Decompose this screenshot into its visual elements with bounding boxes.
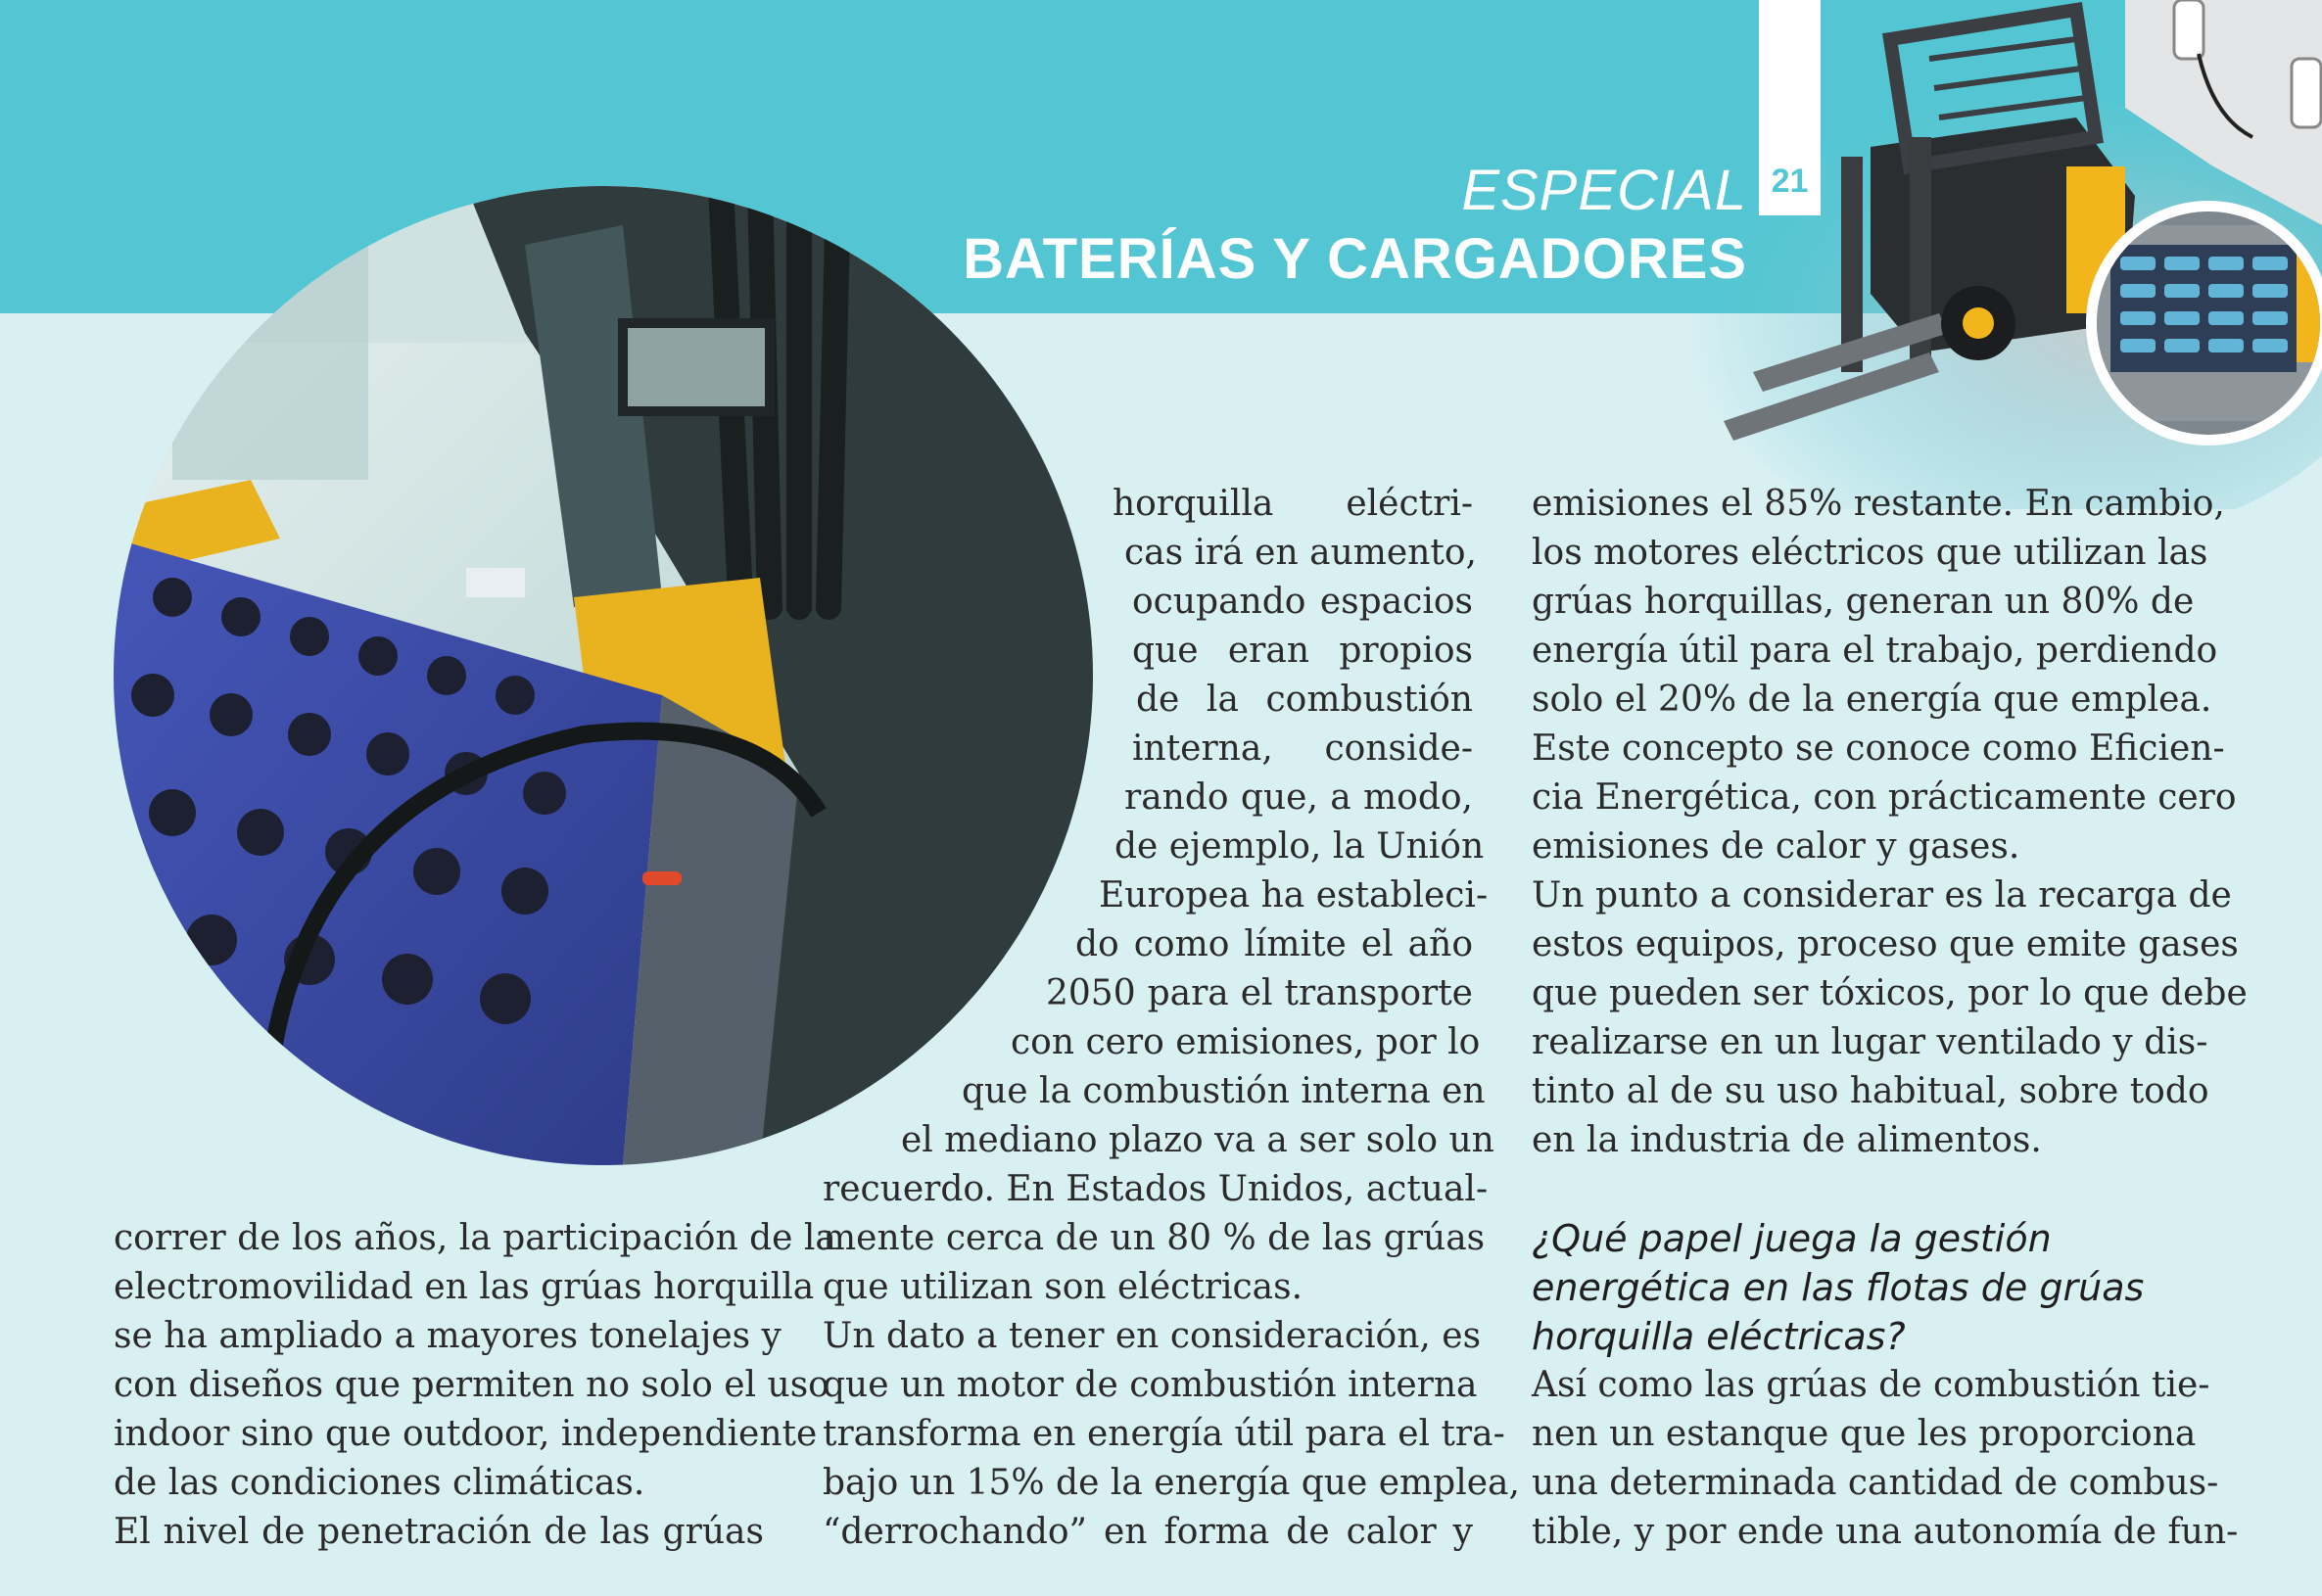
text-line: cia Energética, con prácticamente cero	[1532, 777, 2237, 818]
text-line: rando que, a modo,	[1124, 777, 1473, 818]
column-2	[823, 480, 1520, 1557]
text-line: tible, y por ende una autonomía de fun-	[1532, 1512, 2239, 1552]
text-line: cas irá en aumento,	[1124, 533, 1477, 573]
text-line: do como límite el año	[1075, 924, 1473, 964]
text-line: recuerdo. En Estados Unidos, actual-	[823, 1169, 1489, 1209]
subheading-line: horquilla eléctricas?	[1532, 1315, 1906, 1358]
column-3	[1532, 480, 2248, 1557]
text-line: estos equipos, proceso que emite gases	[1532, 924, 2239, 964]
text-line: que la combustión interna en	[962, 1071, 1486, 1111]
text-line: Este concepto se conoce como Eficien-	[1532, 728, 2225, 769]
text-line: con diseños que permiten no solo el uso	[114, 1365, 829, 1405]
section-headline: BATERÍAS Y CARGADORES	[963, 227, 1747, 291]
section-header	[963, 157, 1747, 294]
text-line: nen un estanque que les proporciona	[1532, 1414, 2197, 1454]
text-line: energía útil para el trabajo, perdiendo	[1532, 631, 2218, 671]
text-line: grúas horquillas, generan un 80% de	[1532, 582, 2195, 622]
text-line: bajo un 15% de la energía que emplea,	[823, 1463, 1520, 1503]
subheading-line: energética en las flotas de grúas	[1532, 1266, 2145, 1309]
text-line: que utilizan son eléctricas.	[823, 1267, 1303, 1307]
text-line: solo el 20% de la energía que emplea.	[1532, 680, 2212, 720]
text-line: mente cerca de un 80 % de las grúas	[823, 1218, 1486, 1258]
text-line: correr de los años, la participación de la	[114, 1218, 836, 1258]
text-line: transforma en energía útil para el tra-	[823, 1414, 1505, 1454]
text-line: Europea ha estableci-	[1099, 875, 1489, 915]
text-line: de las condiciones climáticas.	[114, 1463, 645, 1503]
text-line: una determinada cantidad de combus-	[1532, 1463, 2219, 1503]
text-line: interna, conside-	[1132, 728, 1473, 769]
text-line: en la industria de alimentos.	[1532, 1120, 2042, 1160]
text-line: de la combustión	[1136, 680, 1473, 720]
text-line: ocupando espacios	[1132, 582, 1473, 622]
column-1	[114, 1214, 836, 1557]
text-line: Un dato a tener en consideración, es	[823, 1316, 1482, 1356]
subheading-line: ¿Qué papel juega la gestión	[1532, 1217, 2052, 1260]
text-line: Así como las grúas de combustión tie-	[1532, 1365, 2210, 1405]
text-line: de ejemplo, la Unión	[1114, 826, 1485, 867]
section-kicker: ESPECIAL	[1461, 159, 1747, 222]
text-line: que un motor de combustión interna	[823, 1365, 1478, 1405]
text-line: electromovilidad en las grúas horquilla	[114, 1267, 815, 1307]
text-line: se ha ampliado a mayores tonelajes y	[114, 1316, 782, 1356]
text-line: emisiones de calor y gases.	[1532, 826, 2020, 867]
text-line: el mediano plazo va a ser solo un	[901, 1120, 1494, 1160]
text-line: “derrochando” en forma de calor y	[823, 1512, 1473, 1552]
text-line: Un punto a considerar es la recarga de	[1532, 875, 2232, 915]
text-line: con cero emisiones, por lo	[1011, 1022, 1481, 1062]
text-line: que eran propios	[1132, 631, 1473, 671]
text-line: realizarse en un lugar ventilado y dis-	[1532, 1022, 2208, 1062]
text-line: 2050 para el transporte	[1046, 973, 1473, 1013]
text-line: que pueden ser tóxicos, por lo que debe	[1532, 973, 2248, 1013]
text-line: indoor sino que outdoor, independiente	[114, 1414, 818, 1454]
text-line: tinto al de su uso habitual, sobre todo	[1532, 1071, 2209, 1111]
text-line: El nivel de penetración de las grúas	[114, 1512, 764, 1552]
text-line: emisiones el 85% restante. En cambio,	[1532, 484, 2225, 524]
page-number: 21	[1771, 163, 1809, 200]
text-line: horquilla eléctri-	[1113, 484, 1473, 524]
text-line: los motores eléctricos que utilizan las	[1532, 533, 2208, 573]
section-subheading	[1532, 1214, 2184, 1361]
